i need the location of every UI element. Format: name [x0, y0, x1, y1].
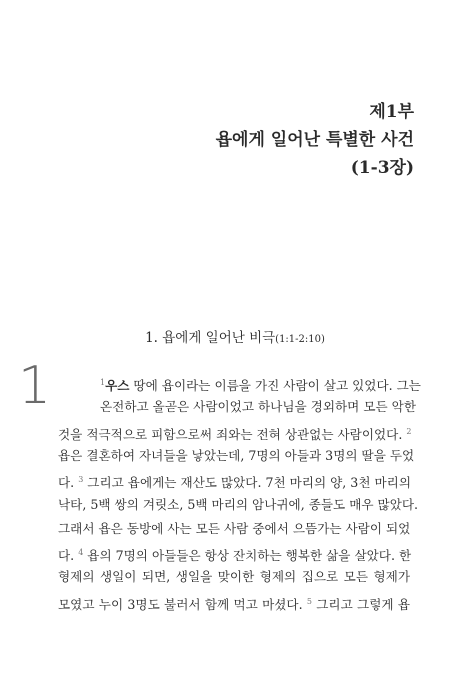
- part-number: 제1부: [369, 102, 414, 122]
- body-line: [58, 447, 415, 464]
- part-title: 욥에게 일어난 특별한 사건: [215, 130, 414, 150]
- verse-number: 5: [306, 596, 312, 606]
- chapter-title-text: 1. 욥에게 일어난 비극: [145, 330, 276, 346]
- chapter-title: [0, 326, 470, 346]
- body-text: 그래서 욥은 동방에 사는 모든 사람 중에서 으뜸가는 사람이 되었: [58, 520, 411, 536]
- verse-number: 4: [78, 548, 84, 558]
- verse-number: 2: [406, 426, 412, 436]
- body-line: [100, 375, 421, 394]
- verse-number: 1: [100, 378, 106, 387]
- body-line: [58, 424, 410, 443]
- body-text: 그리고 욥에게는 재산도 많았다. 7천 마리의 양, 3천 마리의: [83, 475, 411, 491]
- body-text: 그리고 그렇게 욥: [311, 596, 410, 612]
- body-text: 낙타, 5백 쌍의 겨릿소, 5백 마리의 암나귀에, 종들도 매우 많았다.: [58, 496, 419, 512]
- body-text: 다.: [58, 475, 79, 491]
- body-text: 온전하고 올곧은 사람이었고 하나님을 경외하며 모든 악한: [100, 399, 416, 415]
- place-name: 우스: [105, 378, 130, 394]
- part-heading: [216, 98, 414, 182]
- body-line: [58, 594, 410, 613]
- body-line: [100, 399, 416, 415]
- body-text: 형제의 생일이 되면, 생일을 맞이한 형제의 집으로 모든 형제가: [58, 569, 410, 585]
- part-range: (1-3장): [350, 158, 414, 178]
- body-text: 욥의 7명의 아들들은 항상 잔치하는 행복한 삶을 살았다. 한: [83, 548, 412, 564]
- body-text: 땅에 욥이라는 이름을 가진 사람이 살고 있었다. 그는: [129, 378, 421, 394]
- verse-number: 3: [78, 475, 84, 485]
- body-line: [58, 521, 410, 537]
- body-line: [58, 545, 410, 564]
- body-line: [58, 472, 410, 491]
- body-text: 욥은 결혼하여 자녀들을 낳았는데, 7명의 아들과 3명의 딸을 두었: [58, 447, 415, 463]
- chapter-reference: (1:1-2:10): [275, 334, 325, 345]
- body-text: 다.: [58, 548, 79, 564]
- body-text: 모였고 누이 3명도 불러서 함께 먹고 마셨다.: [58, 596, 307, 612]
- drop-cap-chapter-number: 1: [18, 356, 52, 416]
- body-text: 것을 적극적으로 피함으로써 죄와는 전혀 상관없는 사람이었다.: [58, 426, 407, 442]
- body-line: [58, 496, 419, 513]
- body-line: [58, 569, 410, 585]
